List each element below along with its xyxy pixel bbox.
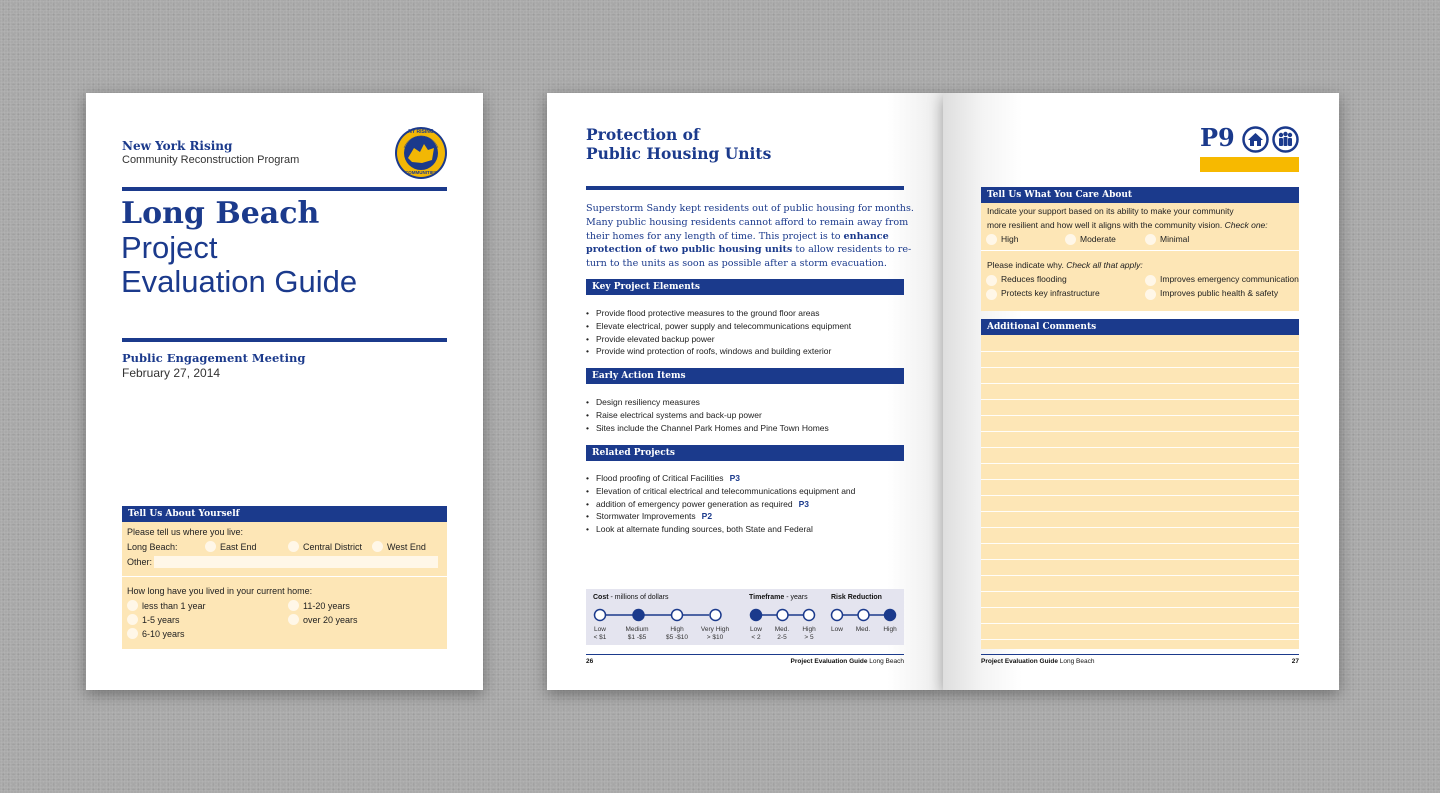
time-scale-title	[749, 594, 808, 601]
right-footer-rule	[981, 654, 1299, 655]
support-high: High	[1001, 234, 1019, 244]
radio-west-end[interactable]	[372, 541, 383, 552]
why-text: Please indicate why.	[987, 260, 1067, 270]
why-reduces-flooding: Reduces flooding	[1001, 274, 1067, 284]
left-title-rule	[586, 186, 904, 190]
intro-line-3-bold: enhance	[843, 230, 889, 242]
related-text: Stormwater Improvements	[596, 511, 696, 522]
comment-line	[981, 399, 1299, 400]
level-top: Med.	[774, 626, 790, 633]
option-central-district: Central District	[303, 542, 363, 552]
comment-line	[981, 527, 1299, 528]
check-one: Check one:	[1224, 220, 1268, 230]
support-moderate: Moderate	[1080, 234, 1116, 244]
comment-line	[981, 367, 1299, 368]
project-title-line2: Public Housing Units	[586, 144, 772, 163]
check-reduces-flooding[interactable]	[986, 275, 997, 286]
comment-line	[981, 607, 1299, 608]
project-ref-link[interactable]: P3	[729, 473, 740, 483]
key-elements-header: Key Project Elements	[586, 279, 904, 295]
intro-line-3-text: their homes for any length of time. This project is to	[586, 230, 844, 242]
list-item: • Elevate electrical, power supply and telecommunications equipment	[586, 320, 851, 333]
comment-line	[981, 511, 1299, 512]
radio-central-district[interactable]	[288, 541, 299, 552]
footer-guide: Project Evaluation Guide	[790, 658, 868, 665]
time-unit: - years	[784, 594, 808, 601]
risk-level-label	[870, 626, 910, 634]
left-footer-text	[791, 658, 904, 665]
other-input[interactable]	[154, 556, 438, 568]
page-number-right: 27	[1291, 658, 1299, 665]
level-top: Medium	[625, 626, 649, 633]
risk-title: Risk Reduction	[831, 594, 882, 601]
level-bottom: > 5	[804, 634, 814, 641]
list-item: • Provide flood protective measures to the ground floor areas	[586, 307, 851, 320]
risk-level-dot	[832, 610, 843, 621]
logo-text-top: NY RISING	[408, 129, 434, 135]
footer-place: Long Beach	[867, 658, 904, 665]
option-over-20: over 20 years	[303, 615, 358, 625]
time-title: Timeframe	[749, 594, 785, 601]
cost-level-dot	[672, 610, 683, 621]
cover-title-line3: Evaluation Guide	[121, 264, 358, 299]
comment-line	[981, 431, 1299, 432]
comments-textarea[interactable]	[981, 335, 1299, 649]
risk-scale-title	[831, 594, 882, 601]
comment-line	[981, 559, 1299, 560]
support-minimal: Minimal	[1160, 234, 1190, 244]
where-prompt: Please tell us where you live:	[127, 527, 244, 537]
list-item	[586, 523, 855, 536]
support-line-2-text: more resilient and how well it aligns with the community vision.	[987, 220, 1225, 230]
radio-support-high[interactable]	[986, 234, 997, 245]
org-name: New York Rising	[122, 139, 233, 153]
comment-line	[981, 447, 1299, 448]
related-projects-header: Related Projects	[586, 445, 904, 461]
comment-line	[981, 543, 1299, 544]
support-line-2	[987, 220, 1268, 230]
option-less-than-1: less than 1 year	[142, 601, 206, 611]
check-emergency-communication[interactable]	[1145, 275, 1156, 286]
cost-level-dot	[595, 610, 606, 621]
risk-level-selected-dot	[885, 610, 896, 621]
spread-right-page	[943, 93, 1339, 690]
rating-scales-svg	[586, 605, 904, 625]
cover-title-line2: Project	[121, 230, 218, 265]
people-icon	[1272, 126, 1299, 158]
intro-line-5: turn to the units as soon as possible after a storm evacuation.	[586, 258, 887, 270]
list-item: • Provide elevated backup power	[586, 333, 851, 346]
comment-line	[981, 351, 1299, 352]
radio-6-10[interactable]	[127, 628, 138, 639]
related-projects-list	[586, 472, 855, 536]
comment-line	[981, 479, 1299, 480]
other-label: Other:	[127, 557, 153, 567]
cover-page	[86, 93, 483, 690]
key-elements-list	[586, 307, 851, 358]
radio-1-5[interactable]	[127, 614, 138, 625]
cost-level-label	[695, 626, 735, 642]
risk-level-dot	[858, 610, 869, 621]
radio-less-than-1[interactable]	[127, 600, 138, 611]
project-accent-bar	[1200, 157, 1299, 172]
comment-line	[981, 623, 1299, 624]
intro-line-1: Superstorm Sandy kept residents out of public housing for months.	[586, 203, 914, 214]
right-footer-text	[981, 658, 1094, 665]
logo-text-bottom: COMMUNITIES	[405, 170, 437, 175]
early-actions-header: Early Action Items	[586, 368, 904, 384]
list-item	[586, 510, 855, 523]
care-divider	[981, 250, 1299, 251]
level-bottom: $5 -$10	[665, 634, 689, 641]
comment-line	[981, 495, 1299, 496]
check-all: Check all that apply:	[1066, 260, 1143, 270]
level-bottom: > $10	[706, 634, 724, 641]
cost-level-dot	[710, 610, 721, 621]
intro-line-3	[586, 230, 914, 244]
level-top: High	[883, 626, 897, 633]
page-number-left: 26	[586, 658, 594, 665]
option-6-10: 6-10 years	[142, 629, 185, 639]
spread-left-page	[547, 93, 943, 690]
comment-line	[981, 575, 1299, 576]
meeting-title: Public Engagement Meeting	[122, 351, 306, 365]
intro-line-2: Many public housing residents cannot afford to remain away from	[586, 216, 909, 228]
level-top: Very High	[700, 626, 730, 633]
why-prompt	[987, 260, 1143, 270]
cost-level-label	[617, 626, 657, 642]
comment-line	[981, 415, 1299, 416]
cost-level-label	[657, 626, 697, 642]
radio-support-minimal[interactable]	[1145, 234, 1156, 245]
time-level-dot	[804, 610, 815, 621]
related-text: addition of emergency power generation as required	[596, 498, 793, 509]
why-emergency-communication: Improves emergency communication	[1160, 274, 1299, 284]
list-item	[586, 485, 855, 498]
check-protects-infrastructure[interactable]	[986, 289, 997, 300]
radio-over-20[interactable]	[288, 614, 299, 625]
comment-line	[981, 463, 1299, 464]
related-text: Elevation of critical electrical and telecommunications equipment and	[596, 485, 856, 496]
level-bottom: < 2	[751, 634, 761, 641]
level-bottom: $1 -$5	[627, 634, 647, 641]
early-actions-list	[586, 396, 829, 434]
comment-line	[981, 639, 1299, 640]
meeting-date: February 27, 2014	[122, 366, 221, 380]
long-beach-label: Long Beach:	[127, 542, 178, 552]
related-text: Flood proofing of Critical Facilities	[596, 473, 724, 483]
level-bottom: < $1	[593, 634, 607, 641]
cover-title: Long Beach	[121, 196, 320, 231]
support-line-1: Indicate your support based on its ability to make your community	[987, 206, 1234, 216]
radio-11-20[interactable]	[288, 600, 299, 611]
form-divider	[122, 576, 447, 577]
comments-header: Additional Comments	[981, 319, 1299, 335]
level-top: Low	[750, 626, 762, 633]
project-title	[586, 125, 771, 163]
comment-line	[981, 591, 1299, 592]
level-bottom: 2-5	[777, 634, 787, 641]
comment-line	[981, 383, 1299, 384]
time-level-dot	[777, 610, 788, 621]
footer-place: Long Beach	[1057, 658, 1095, 665]
list-item	[586, 472, 855, 485]
option-11-20: 11-20 years	[303, 601, 350, 611]
cost-level-label	[580, 626, 620, 642]
cover-mid-rule	[122, 338, 447, 342]
cover-top-rule	[122, 187, 447, 191]
list-item: • Provide wind protection of roofs, windows and building exterior	[586, 345, 851, 358]
level-top: High	[802, 626, 816, 633]
cost-scale-title	[593, 594, 668, 601]
home-icon	[1242, 126, 1269, 158]
footer-guide: Project Evaluation Guide	[981, 658, 1058, 665]
list-item: • Sites include the Channel Park Homes and Pine Town Homes	[586, 422, 829, 435]
how-long-prompt: How long have you lived in your current home:	[127, 586, 313, 596]
intro-line-4-text: to allow residents to re-	[792, 244, 912, 256]
level-top: Med.	[855, 626, 871, 633]
why-protects-infrastructure: Protects key infrastructure	[1001, 288, 1100, 298]
care-about-header: Tell Us What You Care About	[981, 187, 1299, 203]
project-ref-link[interactable]: P3	[798, 498, 809, 509]
level-top: High	[670, 626, 684, 633]
about-yourself-header: Tell Us About Yourself	[122, 506, 447, 522]
related-text: Look at alternate funding sources, both State and Federal	[596, 524, 813, 535]
project-code: P9	[1200, 123, 1235, 152]
time-level-selected-dot	[751, 610, 762, 621]
intro-line-4	[586, 243, 914, 257]
level-top: Low	[831, 626, 843, 633]
option-east-end: East End	[220, 542, 257, 552]
intro-line-4-bold: protection of two public housing units	[586, 244, 793, 256]
level-top: Low	[594, 626, 606, 633]
project-intro	[586, 202, 914, 271]
cost-title: Cost	[593, 594, 609, 601]
radio-east-end[interactable]	[205, 541, 216, 552]
why-public-health: Improves public health & safety	[1160, 288, 1279, 298]
option-west-end: West End	[387, 542, 426, 552]
cost-unit: - millions of dollars	[608, 594, 669, 601]
radio-support-moderate[interactable]	[1065, 234, 1076, 245]
project-title-line1: Protection of	[586, 125, 700, 144]
list-item: • Design resiliency measures	[586, 396, 829, 409]
project-ref-link[interactable]: P2	[701, 511, 713, 522]
org-subtitle: Community Reconstruction Program	[122, 154, 300, 166]
list-item-continuation	[586, 498, 855, 511]
list-item: • Raise electrical systems and back-up power	[586, 409, 829, 422]
cost-level-selected-dot	[633, 610, 644, 621]
option-1-5: 1-5 years	[142, 615, 180, 625]
left-footer-rule	[586, 654, 904, 655]
check-public-health[interactable]	[1145, 289, 1156, 300]
